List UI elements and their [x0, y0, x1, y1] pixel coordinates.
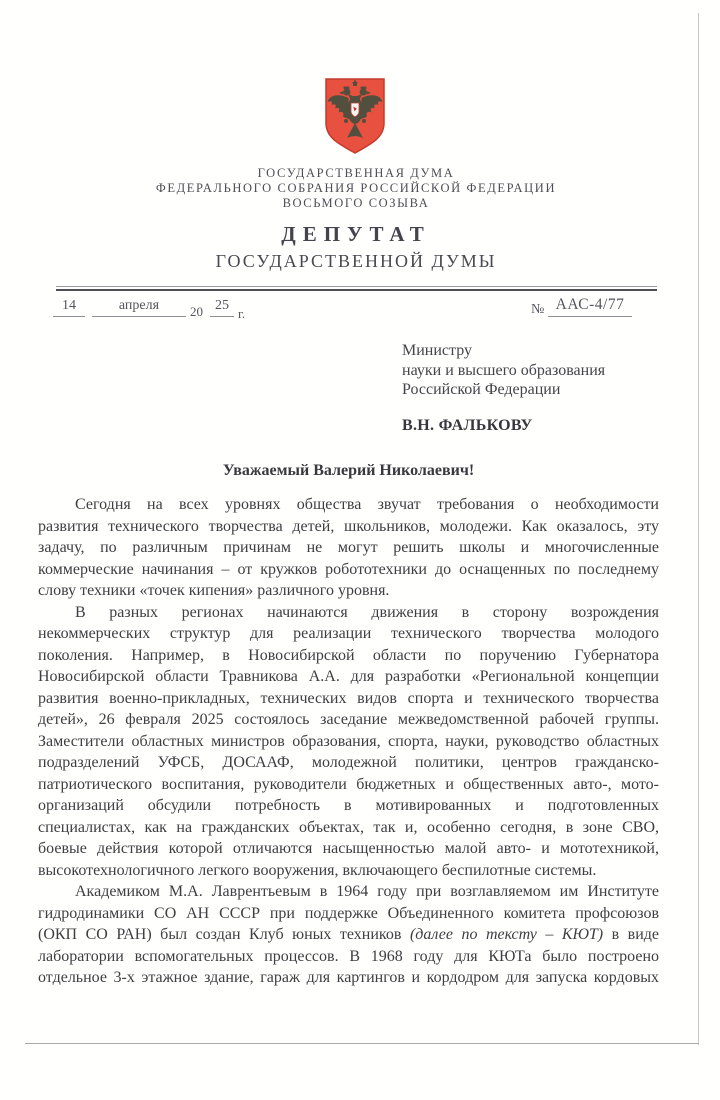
body-line: задачу, по различным причинам не могут решить школы и многочисленные — [38, 539, 659, 556]
body-line: некоммерческих структур для реализации технического творчества молодого — [38, 625, 659, 642]
letterhead-subtitle: ГОСУДАРСТВЕННОЙ ДУМЫ — [215, 251, 497, 271]
body-paragraph — [38, 494, 659, 602]
body-line: высокотехнологичного легкого вооружения, включающего беспилотные системы. — [38, 861, 597, 879]
body-paragraph — [38, 602, 659, 882]
date-day-field: 14 — [53, 298, 85, 317]
body-line: отдельное 3-х этажное здание, гараж для картингов и кордодром для запуска кордовых — [38, 969, 659, 986]
body — [38, 494, 659, 989]
coat-of-arms-icon — [322, 77, 388, 155]
letterhead-title: ДЕПУТАТ — [281, 222, 431, 246]
body-line: развития военно-прикладных, технических видов спорта и технического творчества — [38, 689, 659, 707]
body-line: подразделений УФСБ, ДОСААФ, молодежной политики, центров гражданско- — [38, 754, 659, 771]
body-line: В разных регионах начинаются движения в сторону возрождения — [75, 603, 659, 621]
body-line: детей», 26 февраля 2025 состоялось заседание межведомственной рабочей группы. — [38, 711, 659, 728]
scan-page-bottom-edge — [25, 1043, 699, 1044]
letterhead-divider-rule — [56, 286, 657, 291]
body-line: Заместители областных министров образования, спорта, науки, руководство областных — [38, 732, 659, 750]
org-name-line1: ГОСУДАРСТВЕННАЯ ДУМА — [257, 166, 455, 180]
date-century-label: 20 — [190, 304, 203, 319]
body-line: (ОКП СО РАН) был создан Клуб юных техников (далее по тексту – КЮТ) в виде — [38, 926, 659, 943]
body-paragraph — [38, 881, 659, 989]
body-line: слову техники «точек кипения» различного уровня. — [38, 582, 390, 599]
letterhead — [26, 166, 686, 272]
date-year-field: 25 — [210, 298, 234, 317]
body-line: патриотического воспитания, руководители бюджетных и общественных авто-, мото- — [38, 775, 659, 793]
addressee-line: Министру — [402, 342, 472, 359]
body-line: Академиком М.А. Лаврентьевым в 1964 году при возглавляемом им Институте — [75, 883, 659, 900]
body-line: поколения. Например, в Новосибирской области по поручению Губернатора — [38, 646, 659, 664]
body-line: организаций обсудили потребность в мотивированных и подготовленных — [38, 797, 659, 814]
org-name-line2: ФЕДЕРАЛЬНОГО СОБРАНИЯ РОССИЙСКОЙ ФЕДЕРАЦИИ — [155, 181, 557, 195]
body-line: боевые действия которой отличаются насыщенностью малой авто- и мототехникой, — [38, 840, 659, 857]
body-line: лаборатории вспомогательных процессов. В 1968 году для КЮТа было построено — [38, 947, 659, 965]
addressee-name: В.Н. ФАЛЬКОВУ — [402, 416, 533, 434]
date-year-suffix: г. — [238, 306, 246, 321]
document-number-field: ААС-4/77 — [548, 296, 632, 317]
addressee-line: науки и высшего образования — [402, 361, 606, 379]
date-month-field: апреля — [92, 298, 186, 317]
body-line: коммерческие начинания – от кружков робототехники до оснащенных по последнему — [38, 560, 659, 578]
body-line: Сегодня на всех уровнях общества звучат требования о необходимости — [75, 496, 659, 513]
body-line: Новосибирской области Травникова А.А. для разработки «Региональной концепции — [38, 668, 659, 685]
scan-page-right-edge — [698, 13, 699, 1045]
org-name-line3: ВОСЬМОГО СОЗЫВА — [282, 196, 430, 210]
addressee-line: Российской Федерации — [402, 381, 561, 398]
number-sign: № — [531, 302, 545, 317]
body-line: специалистах, как на гражданских объектах, так и, особенно сегодня, в зоне СВО, — [38, 818, 659, 836]
salutation: Уважаемый Валерий Николаевич! — [222, 462, 475, 479]
body-line: гидродинамики СО АН СССР при поддержке Объединенного комитета профсоюзов — [38, 904, 659, 922]
addressee-block — [402, 341, 605, 435]
body-line: развития технического творчества детей, школьников, молодежи. Как оказалось, эту — [38, 517, 659, 535]
